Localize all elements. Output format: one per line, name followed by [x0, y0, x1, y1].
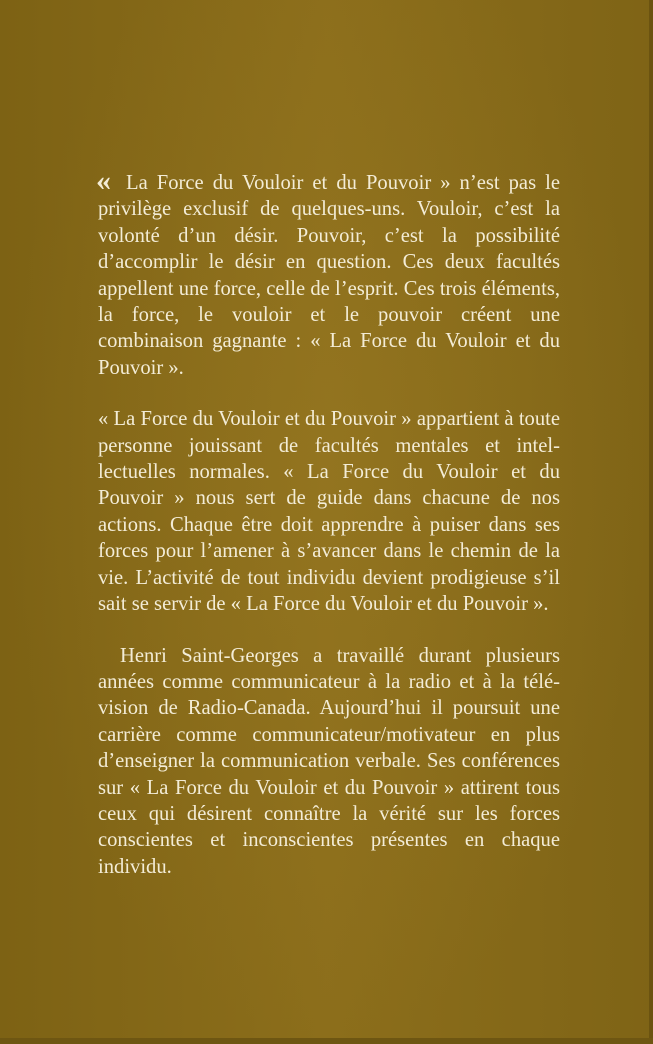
cover-right-edge [649, 0, 653, 1044]
blurb-paragraph-1-text: La Force du Vouloir et du Pouvoir » n’est pas le privilège exclusif de quelques-uns. Vouloir, c’est la volonté d’un désir. Pouvoir, c’est la possibilité d’accomplir le désir en question. Ces deux facultés appellent une force, celle de l’esprit. Ces trois éléments, la force, le vouloir et le pouvoir créent une combinaison gagnante : « La Force du Vouloir et du Pouvoir ». [98, 172, 560, 379]
blurb-paragraph-1 [96, 164, 560, 381]
author-bio-paragraph: Henri Saint-Georges a travaillé durant plusieurs années comme communicateur à la radio et à la télévision de Radio-Canada. Aujourd’hui il poursuit une carrière comme communicateur/motivateur en plus d’enseigner la communication verbale. Ses conférences sur « La Force du Vouloir et du Pouvoir » attirent tous ceux qui désirent connaître la vérité sur les forces conscientes et inconscientes présentes en chaque individu. [98, 644, 560, 878]
blurb-text-block [96, 164, 560, 880]
opening-quote-mark: « [96, 164, 111, 197]
blurb-paragraph-2: « La Force du Vouloir et du Pouvoir » appartient à toute personne jouissant de facultés mentales et intellectuelles normales. « La Force du Vouloir et du Pouvoir » nous sert de guide dans chacune de nos actions. Chaque être doit apprendre à puiser dans ses forces pour l’amener à s’avancer dans le chemin de la vie. L’activité de tout individu devient prodigieuse s’il sait se servir de « La Force du Vouloir et du Pouvoir ». [98, 408, 560, 616]
cover-bottom-edge [0, 1038, 653, 1044]
